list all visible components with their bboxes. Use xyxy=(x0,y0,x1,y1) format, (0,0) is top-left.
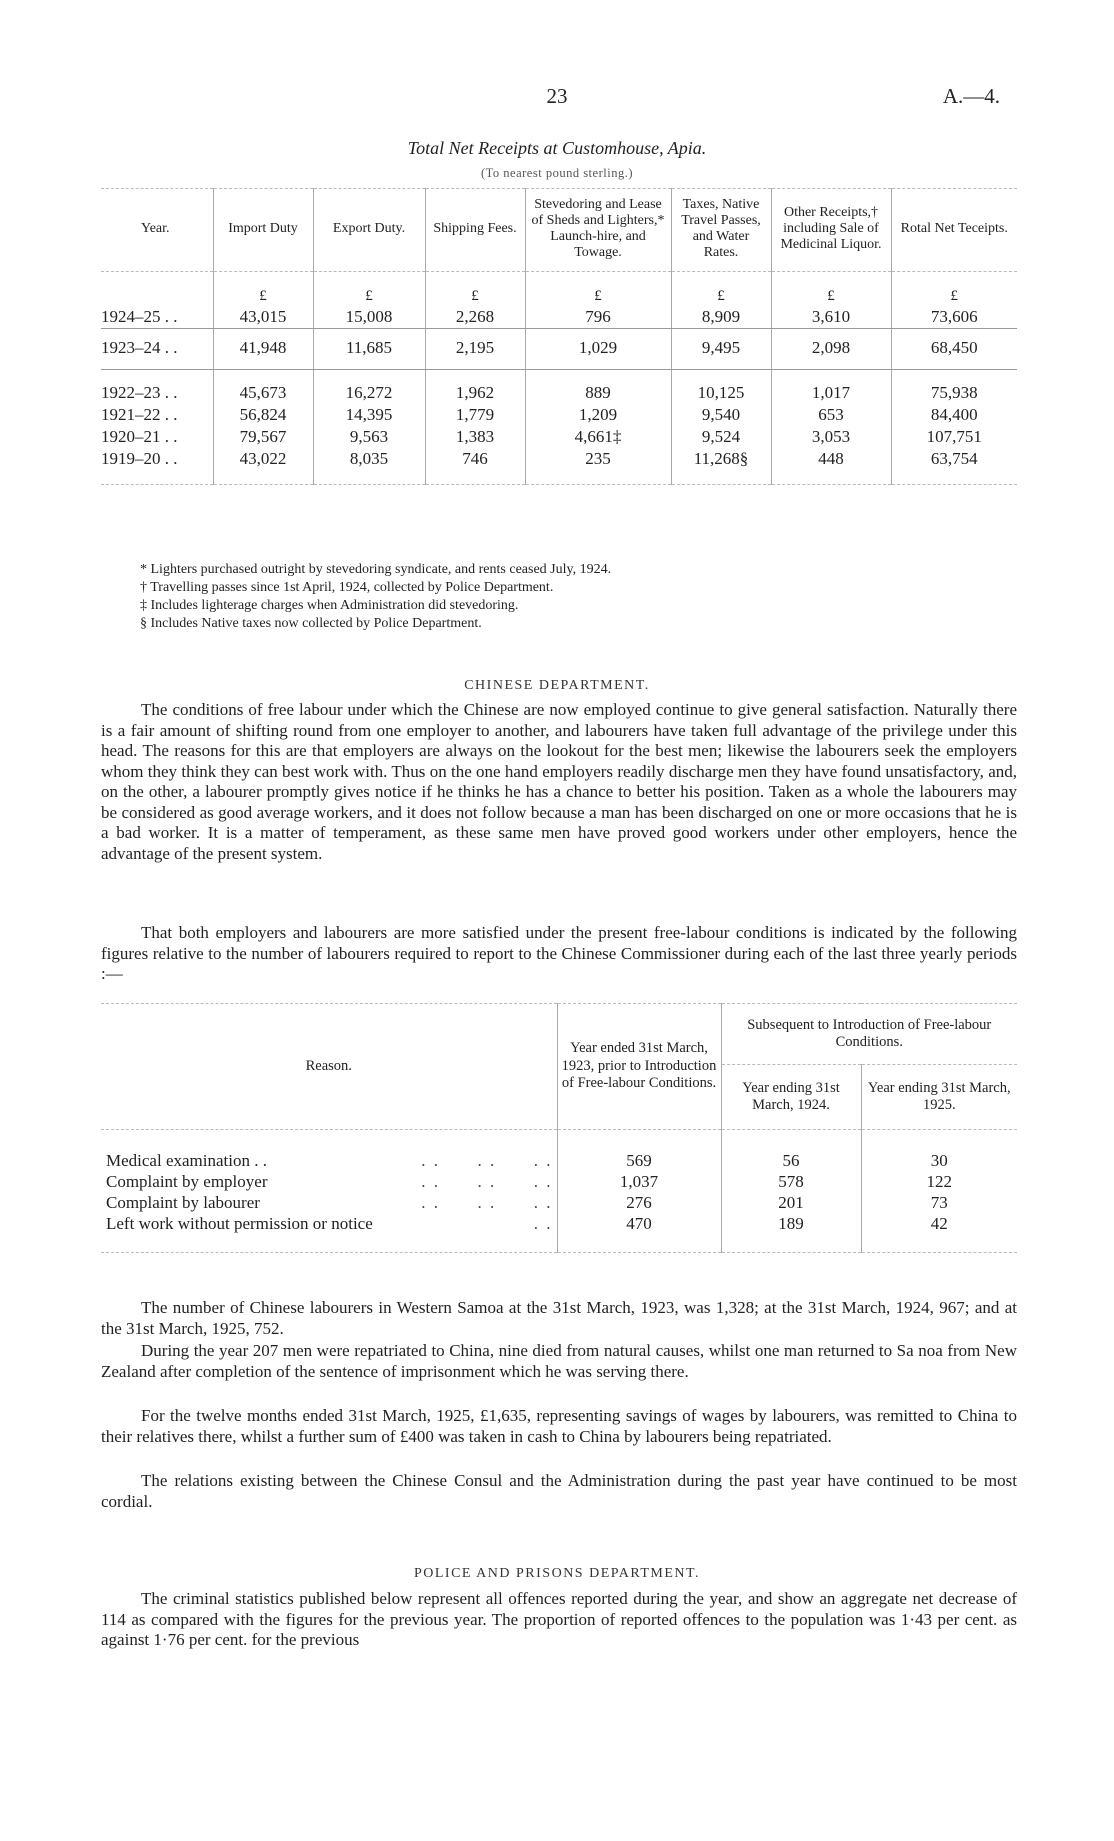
cell: 746 xyxy=(425,448,525,485)
cell: 235 xyxy=(525,448,671,485)
cell: 56 xyxy=(721,1130,861,1172)
cell: 9,495 xyxy=(671,329,771,370)
footnote: * Lighters purchased outright by stevedoring syndicate, and rents ceased July, 1924. xyxy=(140,562,612,577)
cell: 1,779 xyxy=(425,404,525,426)
row-year: 1921–22 xyxy=(101,405,161,425)
row-dots: . . . . . . xyxy=(421,1150,553,1170)
cell: 79,567 xyxy=(213,426,313,448)
reason-label: Medical examination . . xyxy=(106,1150,267,1170)
cell: 9,524 xyxy=(671,426,771,448)
col-year: Year. xyxy=(101,189,213,272)
col-other-receipts: Other Receipts,† including Sale of Medicinal Liquor. xyxy=(771,189,891,272)
cell: 4,661‡ xyxy=(525,426,671,448)
col-year-1923: Year ended 31st March, 1923, prior to Introduction of Free-labour Conditions. xyxy=(557,1004,721,1130)
cell: 10,125 xyxy=(671,370,771,405)
table-row xyxy=(101,1171,1017,1192)
cell: 2,195 xyxy=(425,329,525,370)
row-year: 1919–20 xyxy=(101,449,161,469)
footnote: † Travelling passes since 1st April, 1924, collected by Police Department. xyxy=(140,580,554,595)
cell: 1,962 xyxy=(425,370,525,405)
col-import-duty: Import Duty xyxy=(213,189,313,272)
cell: 14,395 xyxy=(313,404,425,426)
page-reference: A.—4. xyxy=(942,84,1000,108)
unit-cell: £ xyxy=(525,272,671,307)
cell: 569 xyxy=(557,1130,721,1172)
page-number: 23 xyxy=(546,84,568,108)
cell: 41,948 xyxy=(213,329,313,370)
row-dots: . . xyxy=(533,1213,553,1233)
col-year-1925: Year ending 31st March, 1925. xyxy=(861,1065,1017,1130)
cell: 8,035 xyxy=(313,448,425,485)
cell: 42 xyxy=(861,1213,1017,1253)
paragraph: The relations existing between the Chinese Consul and the Administration during the past year have continued to be most cordial. xyxy=(101,1471,1017,1511)
cell: 9,563 xyxy=(313,426,425,448)
cell: 84,400 xyxy=(891,404,1017,426)
col-taxes: Taxes, Native Travel Passes, and Water Rates. xyxy=(671,189,771,272)
table-row xyxy=(101,1130,1017,1172)
paragraph: That both employers and labourers are more satisfied under the present free-labour conditions is indicated by the following figures relative to the number of labourers required to report to the Chinese Commissioner during each of the last three yearly periods :— xyxy=(101,923,1017,983)
cell: 11,685 xyxy=(313,329,425,370)
row-leader: . . xyxy=(164,449,178,469)
labour-header-row xyxy=(101,1004,1017,1065)
cell: 796 xyxy=(525,306,671,329)
col-export-duty: Export Duty. xyxy=(313,189,425,272)
table-row xyxy=(101,426,1017,448)
paragraph: During the year 207 men were repatriated to China, nine died from natural causes, whilst one man returned to Sa noa from New Zealand after completion of the sentence of imprisonment which he was serving there. xyxy=(101,1341,1017,1381)
cell: 73,606 xyxy=(891,306,1017,329)
row-dots: . . . . . . xyxy=(421,1171,553,1191)
paragraph: The criminal statistics published below represent all offences reported during the year, and show an aggregate net decrease of 114 as compared with the figures for the previous year. The proportion of reported offences to the population was 1·43 per cent. as against 1·76 per cent. for the previous xyxy=(101,1589,1017,1649)
unit-cell: £ xyxy=(671,272,771,307)
cell: 1,017 xyxy=(771,370,891,405)
cell: 470 xyxy=(557,1213,721,1253)
cell: 15,008 xyxy=(313,306,425,329)
unit-cell: £ xyxy=(891,272,1017,307)
cell: 9,540 xyxy=(671,404,771,426)
cell: 73 xyxy=(861,1192,1017,1213)
cell: 8,909 xyxy=(671,306,771,329)
row-leader: . . xyxy=(164,405,178,425)
table-row xyxy=(101,1213,1017,1253)
cell: 2,098 xyxy=(771,329,891,370)
cell: 11,268§ xyxy=(671,448,771,485)
col-year-1924: Year ending 31st March, 1924. xyxy=(721,1065,861,1130)
footnote: § Includes Native taxes now collected by Police Department. xyxy=(140,616,482,631)
col-subsequent: Subsequent to Introduction of Free-labour Conditions. xyxy=(721,1004,1017,1065)
cell: 3,053 xyxy=(771,426,891,448)
row-dots: . . . . . . xyxy=(421,1192,553,1212)
row-year: 1924–25 xyxy=(101,307,161,327)
cell: 56,824 xyxy=(213,404,313,426)
receipts-footnotes xyxy=(140,561,960,633)
unit-cell-empty xyxy=(101,272,213,307)
cell: 16,272 xyxy=(313,370,425,405)
col-total: Rotal Net Teceipts. xyxy=(891,189,1017,272)
row-year: 1922–23 xyxy=(101,383,161,403)
row-year: 1923–24 xyxy=(101,338,161,358)
table-row xyxy=(101,306,1017,329)
reason-label: Complaint by employer xyxy=(106,1171,268,1191)
cell: 3,610 xyxy=(771,306,891,329)
labour-reports-table xyxy=(101,1003,1017,1253)
unit-cell: £ xyxy=(771,272,891,307)
col-stevedoring: Stevedoring and Lease of Sheds and Lighters,* Launch-hire, and Towage. xyxy=(525,189,671,272)
receipts-table xyxy=(101,188,1017,485)
cell: 653 xyxy=(771,404,891,426)
cell: 189 xyxy=(721,1213,861,1253)
reason-label: Left work without permission or notice xyxy=(106,1213,373,1233)
table-row xyxy=(101,404,1017,426)
cell: 43,015 xyxy=(213,306,313,329)
cell: 63,754 xyxy=(891,448,1017,485)
col-reason: Reason. xyxy=(101,1004,557,1130)
cell: 75,938 xyxy=(891,370,1017,405)
cell: 2,268 xyxy=(425,306,525,329)
cell: 30 xyxy=(861,1130,1017,1172)
cell: 45,673 xyxy=(213,370,313,405)
cell: 1,037 xyxy=(557,1171,721,1192)
paragraph: The number of Chinese labourers in Western Samoa at the 31st March, 1923, was 1,328; at the 31st March, 1924, 967; and at the 31st March, 1925, 752. xyxy=(101,1298,1017,1338)
row-leader: . . xyxy=(164,427,178,447)
paragraph: The conditions of free labour under which the Chinese are now employed continue to give general satisfaction. Naturally there is a fair amount of shifting round from one employer to another, and labourers have taken full advantage of the privilege under this head. The reasons for this are that employers are always on the lookout for the best men; likewise the labourers seek the employers whom they think they can best work with. Thus on the one hand employers readily discharge men they have found unsatisfactory, and, on the other, a labourer promptly gives notice if he thinks he has a chance to better his position. Taken as a whole the labourers may be considered as good average workers, and it does not follow because a man has been discharged on one or more occasions that he is a bad worker. It is a matter of temperament, as these same men have proved good workers under other employers, hence the advantage of the present system. xyxy=(101,700,1017,863)
cell: 1,383 xyxy=(425,426,525,448)
table-row xyxy=(101,448,1017,485)
cell: 107,751 xyxy=(891,426,1017,448)
cell: 1,029 xyxy=(525,329,671,370)
police-department-heading: POLICE AND PRISONS DEPARTMENT. xyxy=(413,1566,701,1581)
cell: 43,022 xyxy=(213,448,313,485)
row-leader: . . xyxy=(164,383,178,403)
cell: 1,209 xyxy=(525,404,671,426)
cell: 448 xyxy=(771,448,891,485)
receipts-table-subtitle: (To nearest pound sterling.) xyxy=(481,166,633,180)
cell: 201 xyxy=(721,1192,861,1213)
row-year: 1920–21 xyxy=(101,427,161,447)
cell: 68,450 xyxy=(891,329,1017,370)
cell: 276 xyxy=(557,1192,721,1213)
footnote: ‡ Includes lighterage charges when Administration did stevedoring. xyxy=(140,598,519,613)
receipts-header-row xyxy=(101,189,1017,272)
cell: 578 xyxy=(721,1171,861,1192)
cell: 122 xyxy=(861,1171,1017,1192)
receipts-table-title: Total Net Receipts at Customhouse, Apia. xyxy=(407,138,707,158)
reason-label: Complaint by labourer xyxy=(106,1192,260,1212)
table-row xyxy=(101,329,1017,370)
col-shipping-fees: Shipping Fees. xyxy=(425,189,525,272)
chinese-department-heading: CHINESE DEPARTMENT. xyxy=(464,678,650,693)
paragraph: For the twelve months ended 31st March, 1925, £1,635, representing savings of wages by labourers, was remitted to China to their relatives there, whilst a further sum of £400 was taken in cash to China by labourers being repatriated. xyxy=(101,1406,1017,1446)
table-row xyxy=(101,370,1017,405)
row-leader: . . xyxy=(164,338,178,358)
unit-row xyxy=(101,272,1017,307)
table-row xyxy=(101,1192,1017,1213)
unit-cell: £ xyxy=(313,272,425,307)
cell: 889 xyxy=(525,370,671,405)
row-leader: . . xyxy=(164,307,178,327)
unit-cell: £ xyxy=(425,272,525,307)
unit-cell: £ xyxy=(213,272,313,307)
